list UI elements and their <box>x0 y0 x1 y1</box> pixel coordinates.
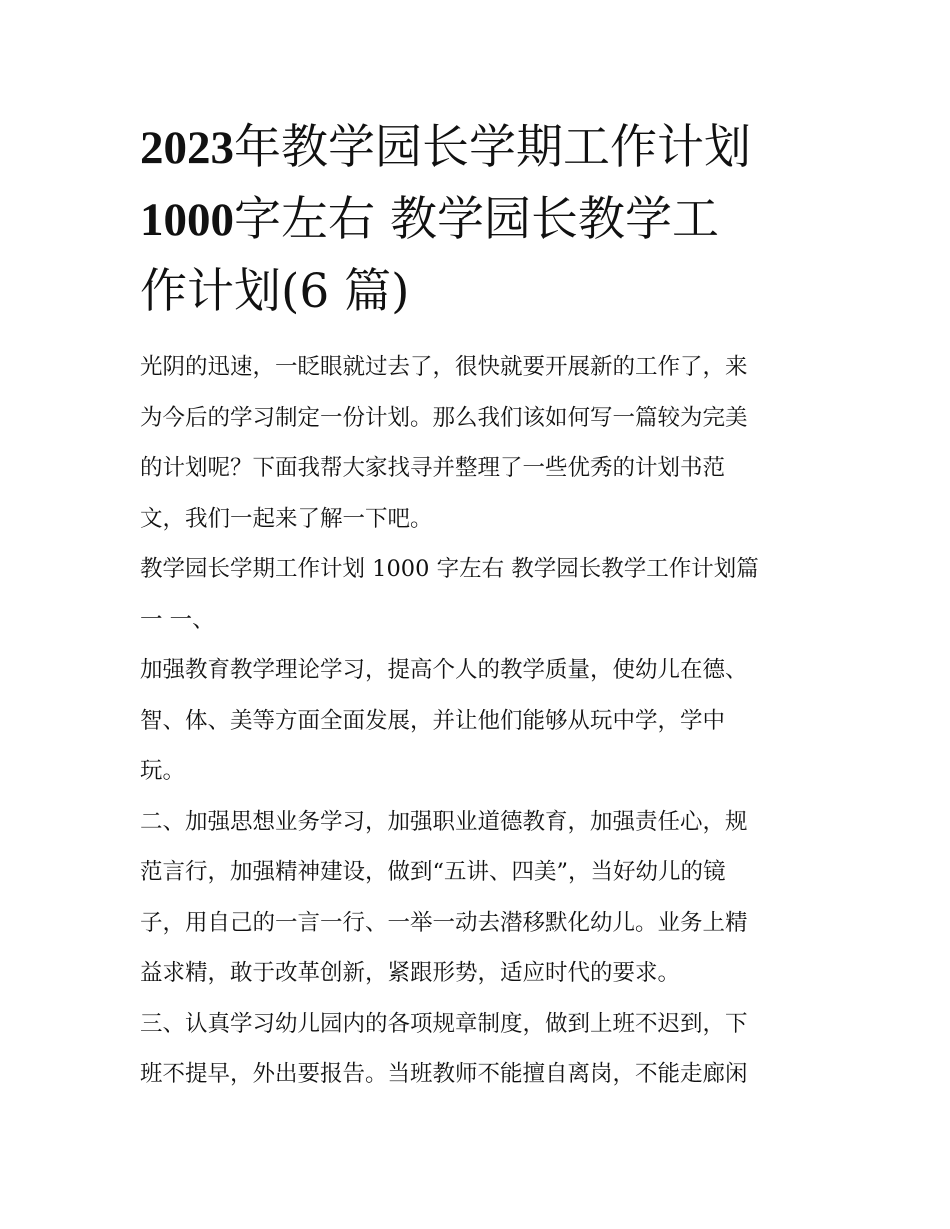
text-line: 文，我们一起来了解一下吧。 <box>140 505 433 532</box>
title-text: 作计划(6 篇) <box>140 264 410 319</box>
text-line: 一 一、 <box>140 606 215 633</box>
text-line: 玩。 <box>140 758 186 784</box>
document-content <box>140 112 812 1100</box>
title-number: 1000 <box>140 194 234 246</box>
text-line: 范言行，加强精神建设，做到“五讲、四美”，当好幼儿的镜 <box>140 859 726 885</box>
text-line: 子，用自己的一言一行、一举一动去潜移默化幼儿。业务上精 <box>140 909 748 936</box>
title-line <box>140 256 812 328</box>
title-line <box>140 112 812 184</box>
text-line: 的计划呢？下面我帮大家找寻并整理了一些优秀的计划书范 <box>140 455 726 481</box>
body-paragraph <box>140 645 812 797</box>
text-line: 智、体、美等方面全面发展，并让他们能够从玩中学，学中 <box>140 707 726 734</box>
title-line <box>140 184 812 256</box>
title-text: 字左右 教学园长教学工 <box>234 192 719 247</box>
text-line: 二、加强思想业务学习，加强职业道德教育，加强责任心，规 <box>140 808 748 835</box>
text-line: 光阴的迅速，一眨眼就过去了，很快就要开展新的工作了，来 <box>140 354 748 380</box>
text-line: 为今后的学习制定一份计划。那么我们该如何写一篇较为完美 <box>140 404 748 431</box>
text-line: 加强教育教学理论学习，提高个人的教学质量，使幼儿在德、 <box>140 657 748 683</box>
body-paragraph <box>140 797 812 999</box>
section-heading-paragraph <box>140 544 812 645</box>
text-line: 教学园长学期工作计划 1000 字左右 教学园长教学工作计划篇 <box>140 556 759 582</box>
text-line: 三、认真学习幼儿园内的各项规章制度，做到上班不迟到，下 <box>140 1010 748 1037</box>
document-body <box>140 342 812 1100</box>
text-line: 班不提早，外出要报告。当班教师不能擅自离岗，不能走廊闲 <box>140 1061 748 1087</box>
body-paragraph <box>140 999 812 1100</box>
document-title <box>140 112 812 328</box>
text-line: 益求精，敢于改革创新，紧跟形势，适应时代的要求。 <box>140 960 681 986</box>
title-number: 2023 <box>140 122 234 174</box>
intro-paragraph <box>140 342 812 544</box>
title-text: 年教学园长学期工作计划 <box>234 120 751 175</box>
